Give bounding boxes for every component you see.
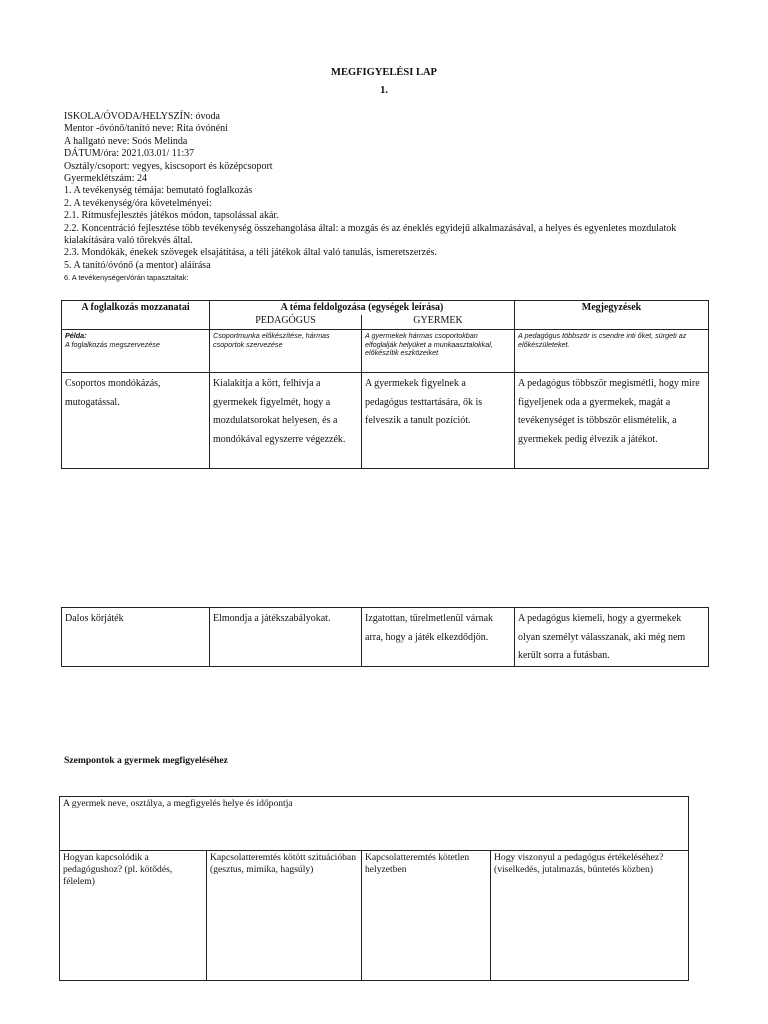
child-relation-to-pedagogus: Hogyan kapcsolódik a pedagógushoz? (pl. kötődés, félelem) — [60, 851, 207, 981]
subheader-gyermek: GYERMEK — [362, 315, 515, 330]
row2-pedagogus: Elmondja a játékszabályokat. — [210, 608, 362, 667]
row1-pedagogus: Kialakítja a kört, felhívja a gyermekek figyelmét, hogy a mozdulatsorokat helyesen, és a mondókával egyszerre végezzék. — [210, 373, 362, 469]
header-remarks: Megjegyzések — [515, 301, 709, 330]
subheader-pedagogus: PEDAGÓGUS — [210, 315, 362, 330]
row1-remark: A pedagógus többször megismétli, hogy mire figyeljenek oda a gyermekek, magát a tevékenységet is többször elismételik, a gyermekek pedig élvezik a játékot. — [515, 373, 709, 469]
info-requirements: 2. A tevékenység/óra követelményei: — [64, 197, 212, 209]
child-free-situation: Kapcsolatteremtés kötetlen helyzetben — [362, 851, 491, 981]
info-req-2-3: 2.3. Mondókák, énekek szövegek elsajátítása, a téli játékok által való tanulás, ismeretszerzés. — [64, 247, 437, 259]
info-headcount: Gyermeklétszám: 24 — [64, 173, 148, 185]
row2-remark: A pedagógus kiemeli, hogy a gyermekek olyan személyt válasszanak, aki még nem került sorra a futásban. — [515, 608, 709, 667]
info-date: DÁTUM/óra: 2021.03.01/ 11:37 — [64, 148, 195, 160]
document-number: 1. — [380, 85, 388, 96]
child-observation-table — [59, 796, 689, 981]
row2-gyermek: Izgatottan, türelmetlenül várnak arra, hogy a játék elkezdődjön. — [362, 608, 515, 667]
info-observations: 6. A tevékenységen/órán tapasztaltak: — [64, 273, 189, 283]
example-gyermek: A gyermekek hármas csoportokban elfoglalják helyüket a munkaasztalokkal, előkészítik eszközeiket — [362, 330, 515, 373]
info-mentor: Mentor -óvónő/tanító neve: Rita óvónéni — [64, 123, 228, 135]
info-student: A hallgató neve: Soós Melinda — [64, 135, 188, 147]
row2-phase: Dalos körjáték — [62, 608, 210, 667]
activity-table-continued — [61, 607, 709, 667]
example-remark: A pedagógus többször is csendre inti őket, sürgeti az előkészületeket. — [515, 330, 709, 373]
info-group: Osztály/csoport: vegyes, kiscsoport és középcsoport — [64, 160, 273, 172]
row1-phase: Csoportos mondókázás, mutogatással. — [62, 373, 210, 469]
row1-gyermek: A gyermekek figyelnek a pedagógus testtartására, ők is felveszik a tanult pozíciót. — [362, 373, 515, 469]
document-title: MEGFIGYELÉSI LAP — [331, 67, 437, 78]
info-school: ISKOLA/ÓVODA/HELYSZÍN: óvoda — [64, 111, 220, 122]
example-phase-text: A foglalkozás megszervezése — [65, 339, 160, 349]
activity-table — [61, 300, 709, 469]
info-topic: 1. A tevékenység témája: bemutató foglalkozás — [64, 185, 253, 197]
info-block — [64, 111, 704, 283]
header-activity-phases: A foglalkozás mozzanatai — [62, 301, 210, 330]
example-label: Példa: — [65, 331, 87, 340]
info-signature: 5. A tanító/óvónő (a mentor) aláírása — [64, 259, 211, 271]
section-title: Szempontok a gyermek megfigyeléséhez — [64, 755, 228, 766]
child-evaluation-response: Hogy viszonyul a pedagógus értékeléséhez? (viselkedés, jutalmazás, büntetés közben) — [491, 851, 689, 981]
child-bound-situation: Kapcsolatteremtés kötött szituációban (gesztus, mimika, hagsúly) — [207, 851, 362, 981]
example-phase — [62, 330, 210, 373]
header-topic-processing: A téma feldolgozása (egységek leírása) — [210, 301, 515, 315]
example-pedagogus: Csoportmunka előkészítése, hármas csoportok szervezése — [210, 330, 362, 373]
info-req-2-1: 2.1. Ritmusfejlesztés játékos módon, tapsolással akár. — [64, 210, 279, 222]
child-header: A gyermek neve, osztálya, a megfigyelés helye és időpontja — [60, 797, 689, 851]
info-req-2-2: 2.2. Koncentráció fejlesztése több tevékenység összehangolása által: a mozgás és az éneklés egyidejű alkalmazásával, a helyes és egyenletes mozdulatok kialakítására való törekvés által. — [64, 222, 677, 247]
